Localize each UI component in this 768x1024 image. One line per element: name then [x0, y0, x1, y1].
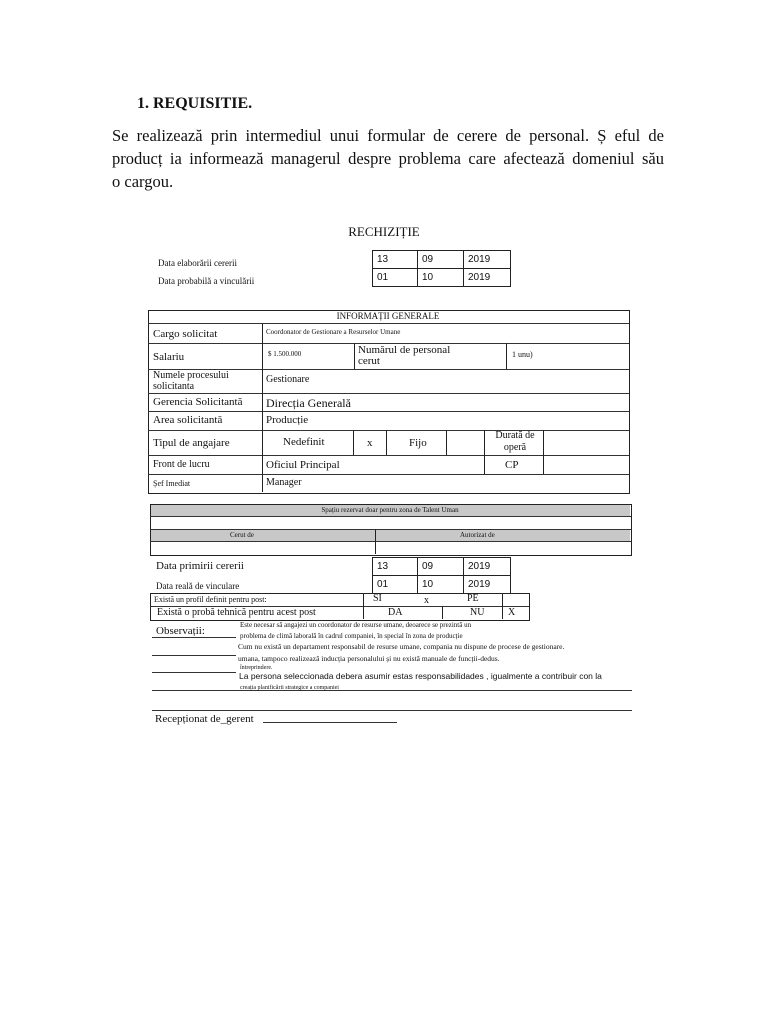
- intro-paragraph: [112, 124, 664, 193]
- elaboration-year: 2019: [464, 251, 511, 269]
- observation-line-2: problema de climă laborală în cadrul companiei, în special în zona de producție: [240, 632, 463, 640]
- personnel-count-value: 1 unu): [512, 350, 533, 359]
- received-dates-table: [372, 557, 511, 594]
- boss-label: Șef Imediat: [153, 479, 191, 488]
- elaboration-day: 13: [373, 251, 418, 269]
- observation-line-3: Cum nu există un departament responsabil de resurse umane, compania nu dispune de procese de gestionare.: [238, 642, 565, 651]
- real-month: 10: [418, 576, 464, 594]
- elaboration-month: 09: [418, 251, 464, 269]
- salary-value: $ 1.500.000: [268, 350, 302, 358]
- real-day: 01: [373, 576, 418, 594]
- real-date-label: Data reală de vinculare: [156, 581, 240, 591]
- observations-label: Observații:: [156, 625, 205, 637]
- received-day: 13: [373, 558, 418, 576]
- hire-type-fixed: Fijo: [409, 437, 427, 449]
- test-nu: NU: [470, 607, 485, 618]
- personnel-count-label: Numărul de personal cerut: [358, 344, 451, 367]
- work-front-code: CP: [505, 459, 519, 471]
- observation-line-6: La persona seleccionada debera asumir estas responsabilidades , igualmente a contribuir con la: [239, 671, 602, 681]
- observation-line-5: întreprindere.: [240, 665, 273, 671]
- process-value: Gestionare: [266, 374, 310, 385]
- probable-month: 10: [418, 269, 464, 287]
- duration-label: Durată de operă: [495, 430, 535, 453]
- request-dates-table: [372, 250, 511, 287]
- received-by-label: Recepționat de_gerent: [155, 713, 254, 725]
- intro-line-2: producț ia informează managerul despre problema care afectează domeniul său: [112, 149, 664, 168]
- profile-question: Există un profil definit pentru post:: [154, 595, 267, 604]
- observation-line-1: Este necesar să angajezi un coordonator de resurse umane, deoarece se prezintă un: [240, 621, 472, 629]
- hire-type-undefined: Nedefinit: [283, 436, 325, 448]
- form-title: RECHIZIȚIE: [348, 224, 420, 239]
- test-question: Există o probă tehnică pentru acest post: [157, 607, 316, 618]
- salary-label: Salariu: [153, 351, 185, 363]
- area-value: Producție: [266, 414, 309, 426]
- elaboration-date-label: Data elaborării cererii: [158, 258, 237, 268]
- process-label: Numele procesului solicitanta: [153, 370, 229, 392]
- test-da: DA: [388, 607, 403, 618]
- hire-type-mark: x: [367, 437, 373, 449]
- real-year: 2019: [464, 576, 511, 594]
- management-label: Gerencia Solicitantă: [153, 396, 243, 408]
- hire-type-label: Tipul de angajare: [153, 437, 230, 449]
- intro-line-1: Se realizează prin intermediul unui formular de cerere de personal. Ș eful de: [112, 126, 664, 145]
- area-label: Area solicitantă: [153, 414, 223, 426]
- requested-by-label: Cerut de: [230, 531, 254, 539]
- management-value: Direcția Generală: [266, 396, 351, 410]
- authorized-by-label: Autorizat de: [460, 531, 495, 539]
- probable-day: 01: [373, 269, 418, 287]
- test-mark: X: [508, 607, 516, 618]
- work-front-value: Oficiul Principal: [266, 459, 340, 471]
- observation-line-7: creația planificării strategice a companiei: [240, 685, 339, 691]
- probable-date-label: Data probabilă a vinculării: [158, 276, 255, 286]
- intro-line-3: o cargou.: [112, 172, 174, 191]
- observation-line-4: umana, tampoco realizează inducția personalului și nu există manuale de funcții-dedus.: [238, 654, 500, 663]
- talent-header: Spațiu rezervat doar pentru zona de Talent Uman: [321, 506, 459, 514]
- received-month: 09: [418, 558, 464, 576]
- probable-year: 2019: [464, 269, 511, 287]
- received-year: 2019: [464, 558, 511, 576]
- section-heading: 1. REQUISITIE.: [137, 95, 253, 112]
- cargo-value: Coordonator de Gestionare a Resurselor Umane: [266, 328, 401, 336]
- cargo-label: Cargo solicitat: [153, 328, 218, 340]
- boss-value: Manager: [266, 477, 302, 488]
- general-info-header: INFORMAȚII GENERALE: [336, 311, 440, 321]
- profile-mark: x: [424, 595, 429, 606]
- profile-si: SI: [373, 593, 382, 604]
- received-date-label: Data primirii cererii: [156, 560, 244, 572]
- profile-pe: PE: [467, 593, 479, 604]
- work-front-label: Front de lucru: [153, 459, 210, 470]
